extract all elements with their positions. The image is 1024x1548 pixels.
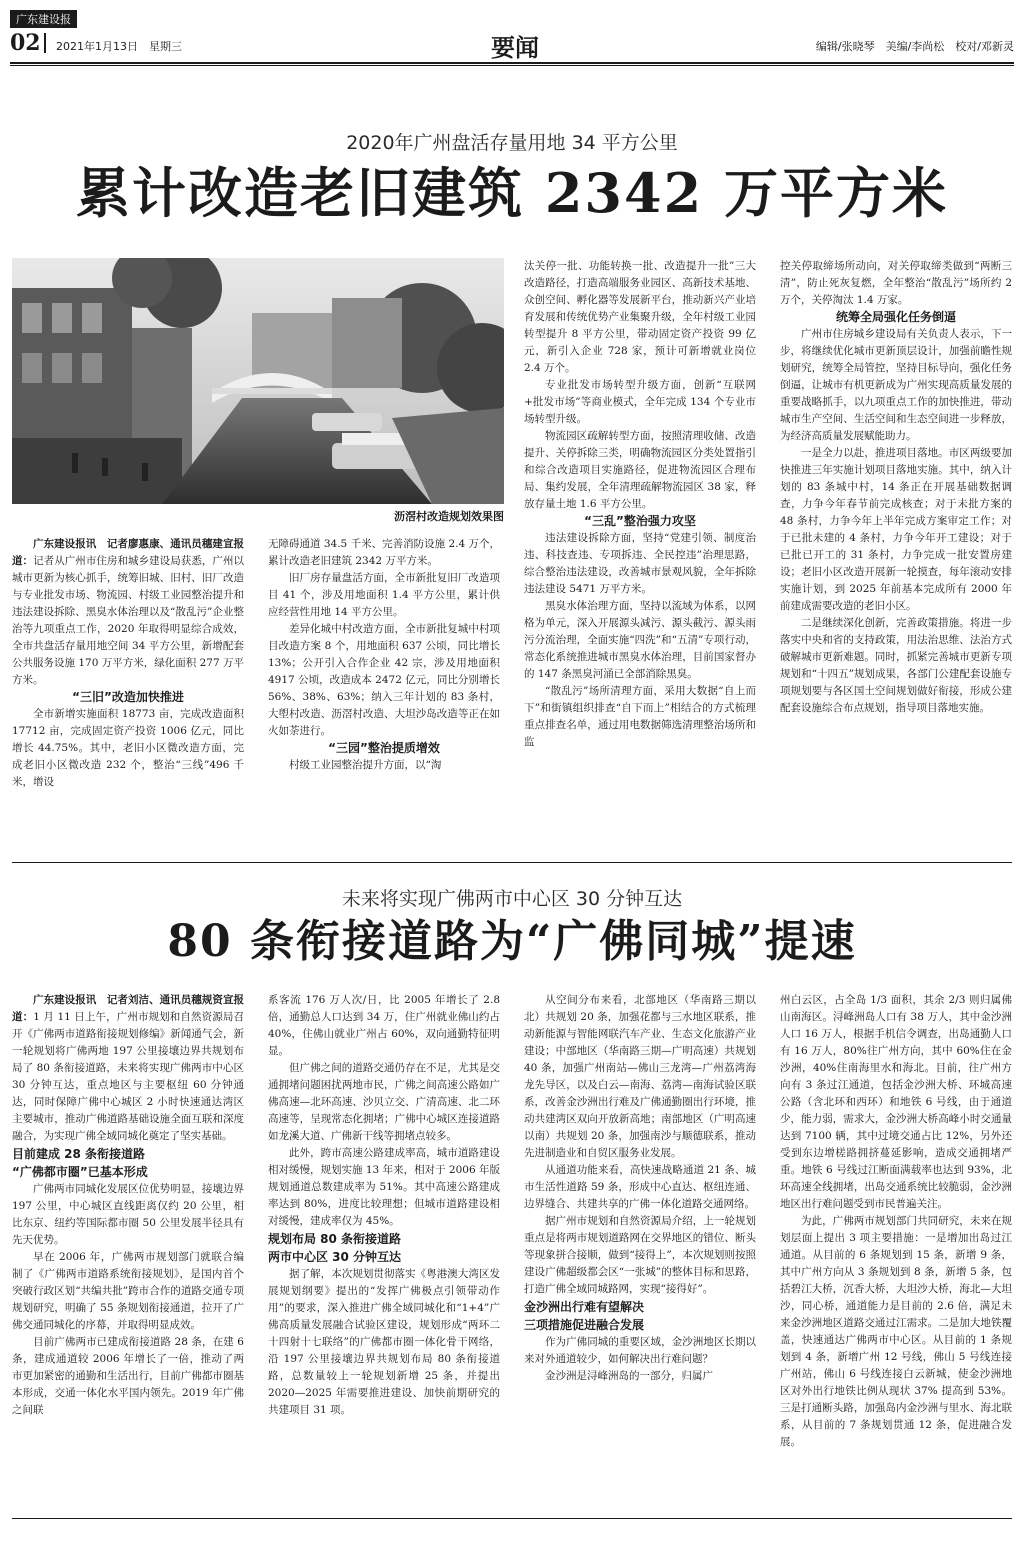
body-paragraph: 此外，跨市高速公路建成率高，城市道路建设相对缓慢，规划实施 13 年来，相对于 2006 年版规划通道总数建成率为 51%。其中高速公路建成率达到 80%，进度比较理想；但城市道路建设相对缓慢，建成率仅为 45%。 [268,1147,500,1227]
body-paragraph: 差异化城中村改造方面，全市新批复城中村项目改造方案 8 个，用地面积 637 公顷，同比增长 13%；公开引入合作企业 42 宗，涉及用地面积 4917 公顷，改造成本 2472 亿元，同比分别增长 56%、38%、63%；纳入三年计划的 83 条村，大塱村改造、沥滘村改造、大坦沙岛改造等正在如火如荼进行。 [268,623,500,737]
body-paragraph: 目前广佛两市已建成衔接道路 28 条，在建 6 条，建成通道较 2006 年增长了一倍，推动了两市更加紧密的通勤和生活出行，目前广佛都市圈基本形成，交通一体化水平国内领先。2019 年广佛之间联 [12,1336,244,1416]
article2-column-4 [780,992,1012,1514]
body-paragraph: 违法建设拆除方面，坚持“党建引领、制度治违、科技查违、专项拆违、全民控违”治理思路，综合整治违法建设，改善城市景观风貌，全年拆除违法建设 5471 万平方米。 [524,532,756,595]
body-paragraph: 系客流 176 万人次/日，比 2005 年增长了 2.8 倍，通勤总人口达到 34 万，住广州就业佛山约占 40%，住佛山就业广州占 60%，双向通勤特征明显。 [268,994,500,1057]
body-paragraph: 一是全力以赴，推进项目落地。市区两级要加快推进三年实施计划项目落地实施。其中，纳入计划的 83 条城中村，14 条正在开展基础数据调查，力争今年春节前完成核查；对于未批方案的 48 条村，力争今年上半年完成方案审定工作；对于已批未建的 4 条村，力争今年开工建设；对于已批已开工的 31 条村，力争完成一批安置房建设；老旧小区改造开展新一轮摸查，每年滚动安排实施计划，到 2025 年前基本完成所有 2000 年前建成需要改造的老旧小区。 [780,447,1012,612]
issue-date: 2021年1月13日 星期三 [56,40,182,53]
body-paragraph: 二是继续深化创新，完善政策措施。将进一步落实中央和省的支持政策，用法治思维、法治方式破解城市更新难题。同时，抓紧完善城市更新专项规划和“十四五”规划成果，各部门公建配套设施专项规划要与各区国土空间规划做好衔接，形成公建配套设施综合布点规划，指导项目落地实施。 [780,617,1012,714]
body-paragraph: 但广佛之间的道路交通仍存在不足，尤其是交通拥堵问题困扰两地市民，广佛之间高速公路如广佛高速—北环高速、沙贝立交、广清高速、北二环高速等，呈现常态化拥堵；广佛中心城区连接道路如龙溪大道、广佛新干线等拥堵点较多。 [268,1062,500,1142]
body-paragraph: 广州市住房城乡建设局有关负责人表示，下一步，将继续优化城市更新顶层设计，加强前瞻性规划研究，统筹全局管控，坚持目标导向，强化任务倒逼，让城市有机更新成为广州实现高质量发展的重要战略抓手，以九项重点工作的加快推进，带动城市生产空间、生活空间和生态空间进一步释放，为经济高质量发展赋能助力。 [780,328,1012,442]
article1-column-1 [12,536,244,856]
body-paragraph: 早在 2006 年，广佛两市规划部门就联合编制了《广佛两市道路系统衔接规划》，是国内首个突破行政区划“共编共批”跨市合作的道路交通专项规划研究，明确了 55 条规划衔接通道，拉开了广佛交通同城化的序幕，并取得明显成效。 [12,1251,244,1331]
body-paragraph: 控关停取缔场所动向，对关停取缔类做到“两断三清”，防止死灰复燃，全年整治“散乱污”场所约 2 万个，关停淘汰 1.4 万家。 [780,260,1012,306]
page-number: 02 [10,30,41,56]
body-paragraph: 作为广佛同城的重要区域，金沙洲地区长期以来对外通道较少，如何解决出行难问题？ [524,1336,756,1365]
article2-column-3 [524,992,756,1514]
canal-rendering-image [12,258,504,504]
article2-kicker: 未来将实现广佛两市中心区 30 分钟互达 [341,888,683,910]
article1-column-4 [780,258,1012,856]
article1-photo [12,258,504,504]
body-paragraph: 全市新增实施面积 18773 亩，完成改造面积 17712 亩，完成固定资产投资 1006 亿元，同比增长 44.75%。其中，老旧小区微改造方面，完成老旧小区微改造 232 个，整治“三线”496 千米，增设 [12,708,244,788]
article2-column-2 [268,992,500,1514]
body-paragraph: 专业批发市场转型升级方面，创新“互联网+批发市场”等商业模式，全年完成 134 个专业市场转型升级。 [524,379,756,425]
subheading: “三乱”整治强力攻坚 [584,514,696,528]
body-paragraph: 州白云区，占全岛 1/3 面积，其余 2/3 则归属佛山南海区。浔峰洲岛人口有 38 万人，其中金沙洲人口 16 万人，根据手机信令调查，出岛通勤人口有 16 万人，80%往广州方向，其中 60%住在金沙洲，40%住南海里水和海北。目前，往广州方向有 3 条过江通道，包括金沙洲大桥、环城高速公路（含北环和西环）和地铁 6 号线，由于通道少，能力弱，需求大，金沙洲大桥高峰小时交通量达到 7100 辆，其中过境交通占比 12%，另外还受到东边增槎路拥挤蔓延影响，造成交通拥堵严重。地铁 6 号线过江断面满载率也达到 93%，北环高速全线拥堵，出岛交通系统比较脆弱，金沙洲地区出行难问题受到市民普遍关注。 [780,994,1012,1210]
body-paragraph: 从通道功能来看，高快速战略通道 21 条、城市生活性道路 59 条，形成中心直达、枢纽连通、边界缝合、共建共享的广佛一体化道路交通网络。 [524,1164,756,1210]
masthead-rule [10,62,1014,64]
subheading: “三旧”改造加快推进 [72,690,184,704]
paper-tag: 广东建设报 [10,10,77,28]
byline: 广东建设报讯 记者刘洁、通讯员穗规资宣报道： [12,994,244,1023]
article-divider [12,862,1012,863]
body-paragraph: 汰关停一批、功能转换一批、改造提升一批”三大改造路径，打造高端服务业园区、高新技术基地、众创空间、孵化器等发展新平台，推动新兴产业培育发展和传统优势产业集聚升级，全年村级工业园转型提升 8 平方公里，带动固定资产投资 99 亿元，新引入企业 728 家，预计可新增就业岗位 2.4 万个。 [524,260,756,374]
body-paragraph: 旧厂房存量盘活方面，全市新批复旧厂改造项目 41 个，涉及用地面积 1.4 平方公里，累计供应经营性用地 14 平方公里。 [268,572,500,618]
subheading: 金沙洲出行难有望解决 三项措施促进融合发展 [524,1300,645,1332]
article1-headline: 累计改造老旧建筑 2342 万平方米 [76,161,948,225]
body-paragraph: 无障碍通道 34.5 千米、完善消防设施 2.4 万个，累计改造老旧建筑 2342 万平方米。 [268,538,500,567]
article1-column-3 [524,258,756,856]
article1-column-2 [268,536,500,856]
article1-photo-caption: 沥滘村改造规划效果图 [394,510,504,523]
body-paragraph: 村级工业园整治提升方面，以“淘 [289,759,442,771]
lead-paragraph [12,536,244,689]
body-paragraph: 金沙洲是浔峰洲岛的一部分，归属广 [545,1370,713,1382]
subheading: 统筹全局强化任务倒逼 [835,310,956,324]
body-paragraph: 据了解，本次规划贯彻落实《粤港澳大湾区发展规划纲要》提出的“发挥广佛极点引领带动作用”的要求，深入推进广佛全域同城化和“1+4”广佛高质量发展融合试验区建设，规划形成“两环二十四射十七联络”的广佛都市圈一体化骨干网络，沿 197 公里接壤边界共规划布局 80 条衔接道路，总数量较上一轮规划新增 25 条，并提出 2020—2025 年需要推进建设、加快前期研究的共建项目 31 项。 [268,1268,500,1416]
article2-headline: 80 条衔接道路为“广佛同城”提速 [167,916,857,967]
page-number-divider [44,33,46,53]
page-bottom-rule [12,1518,1012,1519]
editors-credit: 编辑/张晓琴 美编/李尚松 校对/邓新灵 [815,40,1014,53]
body-paragraph: 广佛两市同城化发展区位优势明显，接壤边界 197 公里，中心城区直线距离仅约 20 公里，相比东京、纽约等国际都市圈 50 公里发展半径具有先天优势。 [12,1183,244,1246]
masthead-rule-thin [10,65,1014,66]
section-title: 要闻 [491,34,539,62]
body-paragraph: “散乱污”场所清理方面，采用大数据“自上而下”和街镇组织排查“自下而上”相结合的方式梳理重点排查名单，通过用电数据筛选清理整治场所和监 [524,685,756,748]
masthead [0,0,1024,66]
body-paragraph: 为此，广佛两市规划部门共同研究，未来在规划层面上提出 3 项主要措施：一是增加出岛过江通道。从目前的 6 条规划到 15 条，新增 9 条，其中广州方向从 3 条规划到 8 条，新增 5 条，包括碧江大桥，沉香大桥，大坦沙大桥，海北—大坦沙，同心桥，通道能力是目前的 2.6 倍，满足未来金沙洲地区道路交通过江需求。二是加大地铁覆盖，快速通达广佛两市中心区。从目前的 1 条规划到 4 条，新增广州 12 号线，佛山 5 号线连接广州站，佛山 6 号线连接白云新城，使金沙洲地区对外出行地铁比例从现状 37% 提高到 53%。三是打通断头路，加强岛内金沙洲与里水、海北联系，从目前的 7 条规划贯通 12 条，促进融合发展。 [780,1215,1012,1448]
lead-text: 记者从广州市住房和城乡建设局获悉，广州以城市更新为核心抓手，统筹旧城、旧村、旧厂改造与专业批发市场、物流园、村级工业园整治提升和违法建设拆除、黑臭水体治理以及“散乱污”企业整治等九项重点工作，2020 年取得明显综合成效，全市共盘活存量用地空间 34 平方公里，新增配套公共服务设施 170 万平方米，绿化面积 277 万平方米。 [12,555,244,686]
body-paragraph: 据广州市规划和自然资源局介绍，上一轮规划重点是将两市规划道路网在交界地区的错位、断头等现象拼合接顺，做到“接得上”，本次规划则按照建设广佛超级都会区“一张城”的整体目标和思路，打造广佛全域同城路网，实现“接得好”。 [524,1215,756,1295]
article2-column-1 [12,992,244,1514]
subheading: “三园”整治提质增效 [328,741,440,755]
byline: 广东建设报讯 记者廖惠康、通讯员穗建宣报道： [12,538,244,567]
body-paragraph: 物流园区疏解转型方面，按照清理收储、改造提升、关停拆除三类，明确物流园区分类处置指引和综合改造项目实施路径，促进物流园区合理布局、集约发展，全年清理疏解物流园区 38 家，释放存量土地 1.6 平方公里。 [524,430,756,510]
lead-text: 1 月 11 日上午，广州市规划和自然资源局召开《广佛两市道路衔接规划修编》新闻通气会，新一轮规划将广佛两地 197 公里接壤边界共规划布局了 80 条衔接道路，未来将实现广佛两市中心区 30 分钟互达，重点地区与主要枢纽 60 分钟通达，同时保障广佛中心城区 2 小时快速通达湾区主要城市，推动广佛道路基础设施全面互联和深度融合，为实现广佛全域同城化奠定了坚实基础。 [12,1011,244,1142]
lead-paragraph [12,992,244,1145]
article1-kicker: 2020年广州盘活存量用地 34 平方公里 [346,132,678,154]
body-paragraph: 黑臭水体治理方面，坚持以流域为体系，以网格为单元，深入开展源头减污、源头截污、源头雨污分流治理，全面实施“四洗”和“五清”专项行动，常态化系统推进城市黑臭水体治理，目前国家督办的 147 条黑臭河涌已全部消除黑臭。 [524,600,756,680]
subheading: 规划布局 80 条衔接道路 两市中心区 30 分钟互达 [268,1232,402,1264]
subheading: 目前建成 28 条衔接道路 “广佛都市圈”已基本形成 [12,1147,148,1179]
body-paragraph: 从空间分布来看，北部地区（华南路三期以北）共规划 20 条，加强花都与三水地区联系，推动新能源与智能网联汽车产业、生态文化旅游产业建设；中部地区（华南路三期—广明高速）共规划 40 条，加强广州南站—佛山三龙湾—广州荔湾海龙先导区，以及白云—南海、荔湾—南海试验区联系，改善金沙洲出行难及广佛通勤圈出行环境，推动共建湾区双向开放新高地；南部地区（广明高速以南）共规划 20 条，加强南沙与顺德联系，推动先进制造业和自贸区服务业发展。 [524,994,756,1159]
